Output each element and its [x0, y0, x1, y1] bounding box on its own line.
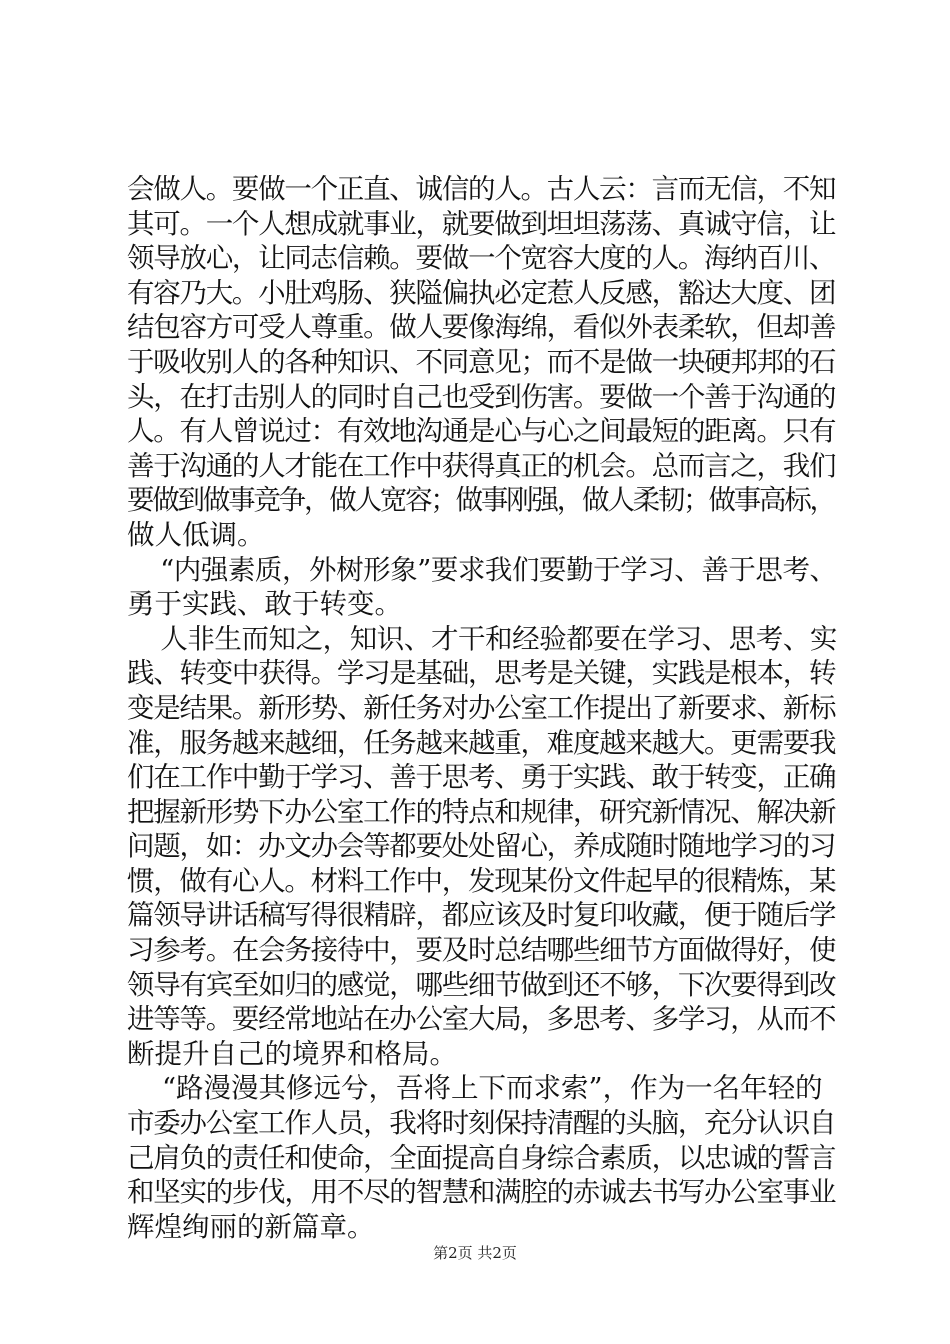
text-line: 人。有人曾说过：有效地沟通是心与心之间最短的距离。只有 [127, 415, 836, 448]
text-line: 做人低调。 [127, 518, 265, 551]
text-line: “路漫漫其修远兮，吾将上下而求索”，作为一名年轻的 [127, 1072, 823, 1105]
text-line: 要做到做事竞争，做人宽容；做事刚强，做人柔韧；做事高标， [127, 484, 835, 517]
text-line: 结包容方可受人尊重。做人要像海绵，看似外表柔软，但却善 [127, 311, 836, 344]
text-line: 践、转变中获得。学习是基础，思考是关键，实践是根本，转 [127, 657, 836, 690]
text-line: 市委办公室工作人员，我将时刻保持清醒的头脑，充分认识自 [127, 1107, 836, 1140]
text-line: 头，在打击别人的同时自己也受到伤害。要做一个善于沟通的 [127, 380, 836, 413]
text-line: 于吸收别人的各种知识、不同意见；而不是做一块硬邦邦的石 [127, 345, 836, 378]
text-line: 习参考。在会务接待中，要及时总结哪些细节方面做得好，使 [127, 934, 836, 967]
text-line: 人非生而知之，知识、才干和经验都要在学习、思考、实 [127, 622, 837, 655]
page-number-label: 第2页 共2页 [433, 1244, 517, 1262]
text-line: 会做人。要做一个正直、诚信的人。古人云：言而无信，不知 [127, 173, 836, 205]
text-line: 领导放心，让同志信赖。要做一个宽容大度的人。海纳百川、 [127, 242, 836, 275]
page-footer [0, 1243, 950, 1263]
text-line: 有容乃大。小肚鸡肠、狭隘偏执必定惹人反感，豁达大度、团 [127, 276, 836, 309]
text-line: 问题，如：办文办会等都要处处留心，养成随时随地学习的习 [127, 830, 836, 863]
text-line: 惯，做有心人。材料工作中，发现某份文件起早的很精炼，某 [127, 864, 836, 897]
text-line: 善于沟通的人才能在工作中获得真正的机会。总而言之，我们 [127, 449, 836, 482]
text-line: 进等等。要经常地站在办公室大局，多思考、多学习，从而不 [127, 1003, 836, 1036]
document-body [127, 172, 837, 1244]
text-line: 其可。一个人想成就事业，就要做到坦坦荡荡、真诚守信，让 [127, 207, 836, 240]
text-line: 领导有宾至如归的感觉，哪些细节做到还不够，下次要得到改 [127, 968, 836, 1001]
text-line: 勇于实践、敢于转变。 [127, 588, 402, 621]
text-line: 变是结果。新形势、新任务对办公室工作提出了新要求、新标 [127, 691, 836, 724]
text-line: 辉煌绚丽的新篇章。 [127, 1210, 375, 1243]
text-line: 己肩负的责任和使命，全面提高自身综合素质，以忠诚的誓言 [127, 1141, 836, 1174]
text-line: 们在工作中勤于学习、善于思考、勇于实践、敢于转变，正确 [127, 761, 836, 794]
text-line: 篇领导讲话稿写得很精辟，都应该及时复印收藏，便于随后学 [127, 899, 836, 932]
text-line: 和坚实的步伐，用不尽的智慧和满腔的赤诚去书写办公室事业 [127, 1176, 836, 1209]
text-line: 把握新形势下办公室工作的特点和规律，研究新情况、解决新 [127, 795, 836, 828]
text-line: 准，服务越来越细，任务越来越重，难度越来越大。更需要我 [127, 726, 836, 759]
text-line: 断提升自己的境界和格局。 [127, 1037, 457, 1070]
text-line: “内强素质，外树形象”要求我们要勤于学习、善于思考、 [127, 553, 837, 586]
